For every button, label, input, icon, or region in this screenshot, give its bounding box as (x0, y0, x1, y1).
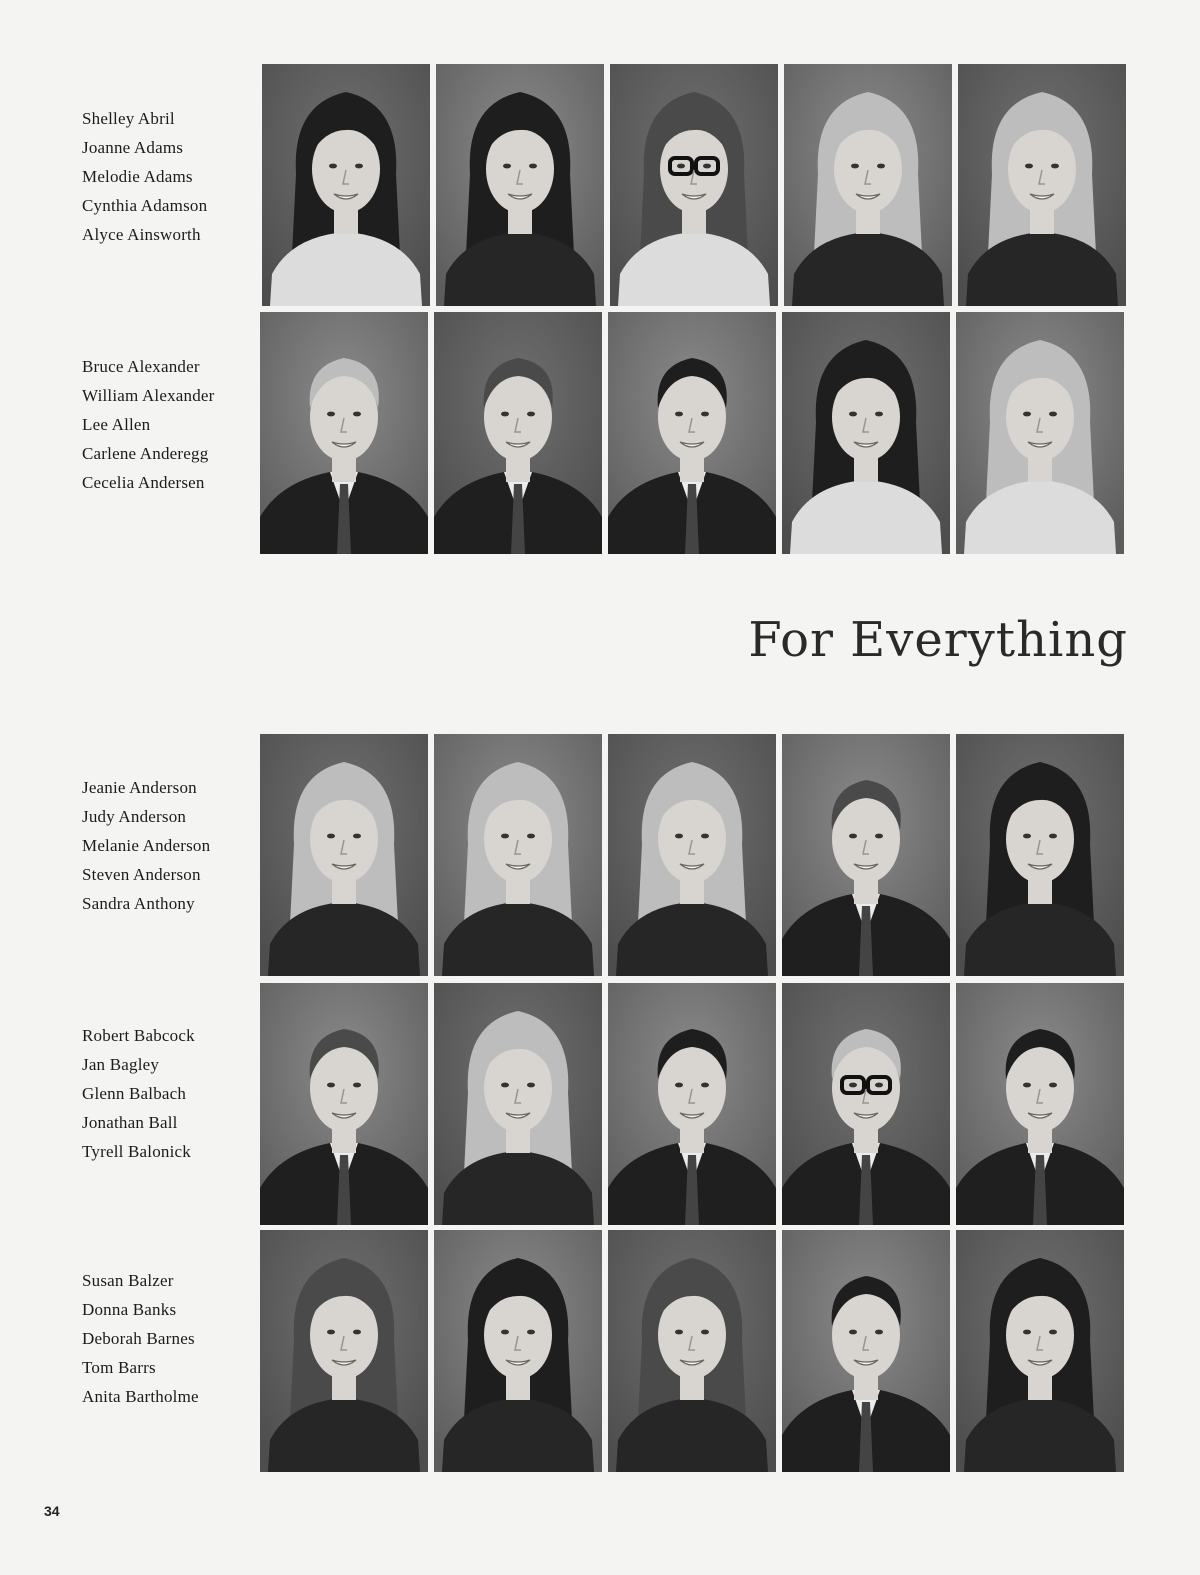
student-portrait (260, 1230, 428, 1472)
student-name: Cynthia Adamson (82, 196, 208, 215)
student-name: Robert Babcock (82, 1026, 195, 1045)
student-name: Jonathan Ball (82, 1113, 178, 1132)
name-list-2 (82, 352, 252, 497)
name-list-4 (82, 1021, 252, 1166)
student-portrait (956, 983, 1124, 1225)
name-list-5 (82, 1266, 252, 1411)
student-name: Anita Bartholme (82, 1387, 199, 1406)
student-name: Shelley Abril (82, 109, 175, 128)
portrait-row-1 (262, 64, 1126, 306)
student-name: Lee Allen (82, 415, 151, 434)
student-portrait (956, 312, 1124, 554)
student-name: Melanie Anderson (82, 836, 211, 855)
student-portrait (434, 734, 602, 976)
student-name: Tom Barrs (82, 1358, 156, 1377)
student-portrait (956, 734, 1124, 976)
student-name: Carlene Anderegg (82, 444, 209, 463)
student-name: Tyrell Balonick (82, 1142, 191, 1161)
student-name: Judy Anderson (82, 807, 187, 826)
student-portrait (956, 1230, 1124, 1472)
student-name: Cecelia Andersen (82, 473, 205, 492)
student-portrait (958, 64, 1126, 306)
portrait-row-3 (260, 734, 1124, 976)
student-portrait (608, 312, 776, 554)
student-portrait (260, 734, 428, 976)
portrait-row-4 (260, 983, 1124, 1225)
student-portrait (260, 312, 428, 554)
portrait-row-5 (260, 1230, 1124, 1472)
student-name: Glenn Balbach (82, 1084, 187, 1103)
page-number: 34 (44, 1503, 60, 1519)
student-portrait (434, 983, 602, 1225)
student-portrait (782, 983, 950, 1225)
student-name: Bruce Alexander (82, 357, 200, 376)
portrait-row-2 (260, 312, 1124, 554)
student-portrait (782, 312, 950, 554)
student-name: Alyce Ainsworth (82, 225, 201, 244)
student-name: William Alexander (82, 386, 215, 405)
student-name: Joanne Adams (82, 138, 184, 157)
student-portrait (782, 734, 950, 976)
section-headline: For Everything (748, 612, 1128, 668)
student-portrait (608, 983, 776, 1225)
student-name: Melodie Adams (82, 167, 193, 186)
student-portrait (784, 64, 952, 306)
student-portrait (782, 1230, 950, 1472)
student-name: Jan Bagley (82, 1055, 160, 1074)
student-name: Jeanie Anderson (82, 778, 197, 797)
student-name: Sandra Anthony (82, 894, 195, 913)
student-portrait (434, 312, 602, 554)
student-portrait (608, 1230, 776, 1472)
student-name: Donna Banks (82, 1300, 177, 1319)
name-list-1 (82, 104, 252, 249)
student-portrait (434, 1230, 602, 1472)
student-portrait (436, 64, 604, 306)
name-list-3 (82, 773, 252, 918)
student-portrait (262, 64, 430, 306)
student-name: Deborah Barnes (82, 1329, 195, 1348)
student-name: Susan Balzer (82, 1271, 174, 1290)
student-portrait (610, 64, 778, 306)
student-portrait (608, 734, 776, 976)
student-name: Steven Anderson (82, 865, 201, 884)
student-portrait (260, 983, 428, 1225)
